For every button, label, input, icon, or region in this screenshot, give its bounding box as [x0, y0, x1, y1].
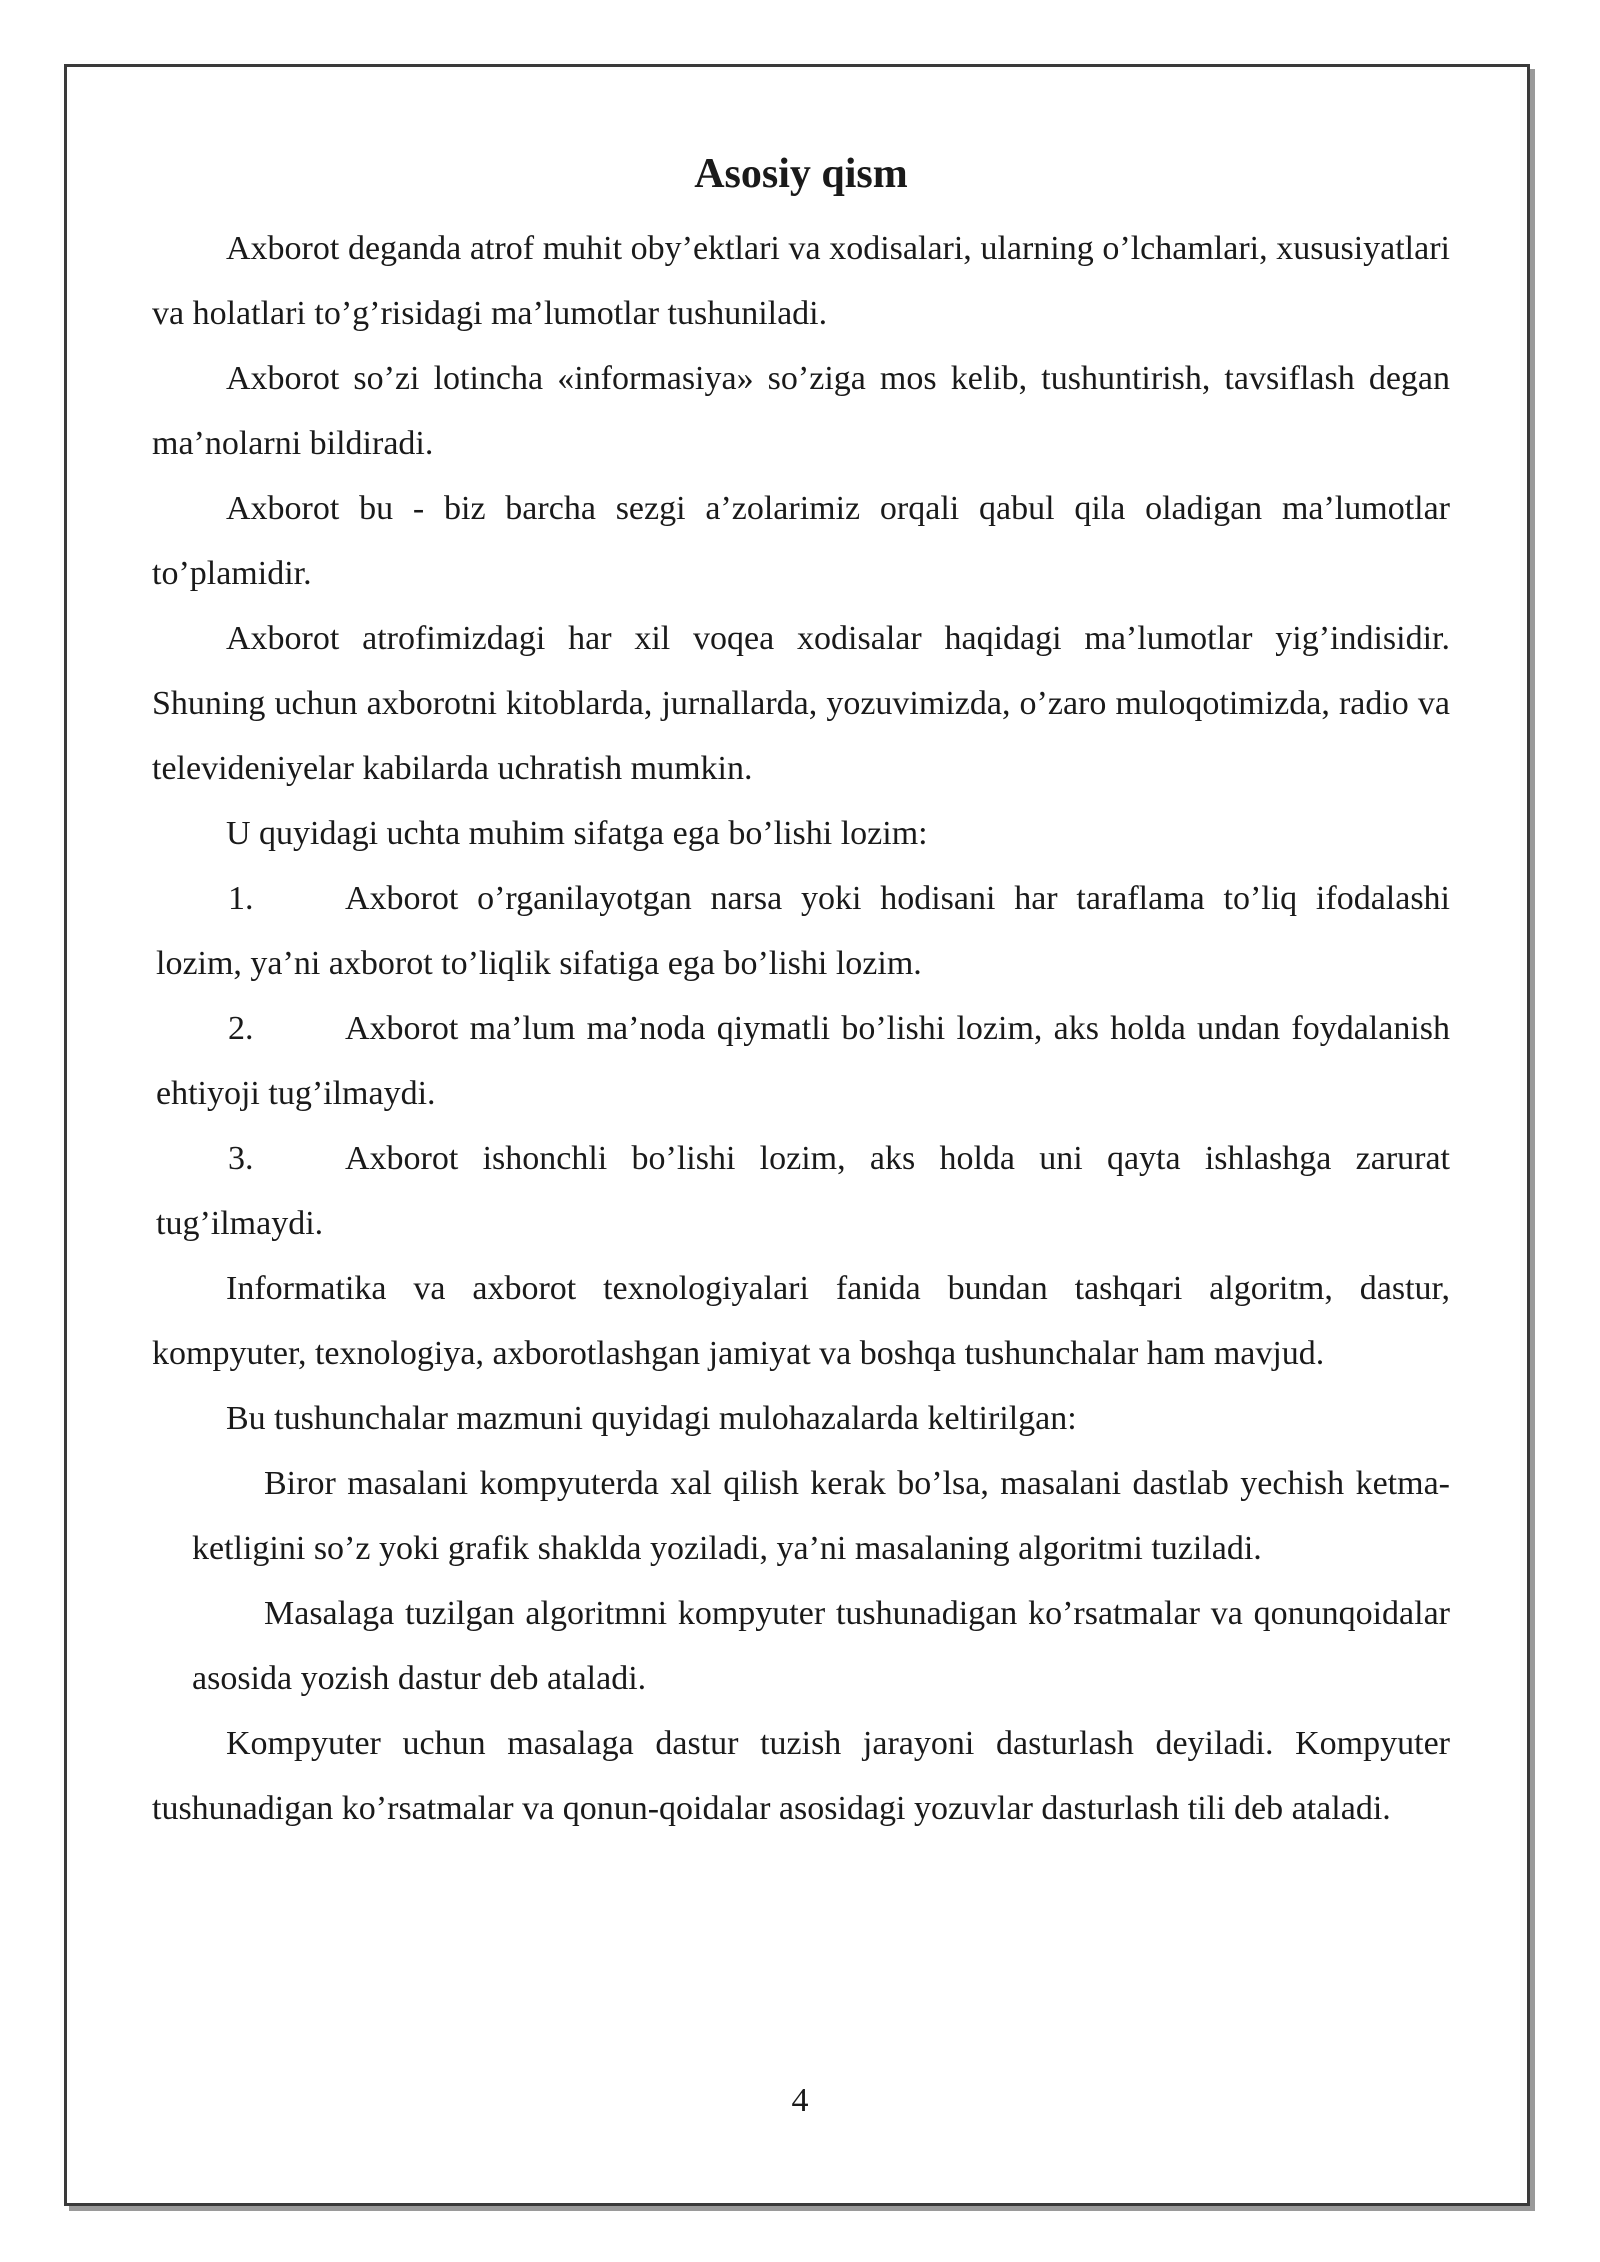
paragraph: U quyidagi uchta muhim sifatga ega bo’lishi lozim:: [226, 815, 928, 852]
list-text: Axborot o’rganilayotgan narsa yoki hodisani har taraflama to’liq ifodalashi lozim, ya’ni axborot to’liqlik sifatiga ega bo’lishi lozim.: [156, 880, 1450, 982]
paragraph: Informatika va axborot texnologiyalari fanida bundan tashqari algoritm, dastur, kompyuter, texnologiya, axborotlashgan jamiyat va boshqa tushunchalar ham mavjud.: [152, 1270, 1450, 1372]
document-body: [152, 144, 1450, 1841]
list-item: [152, 866, 1450, 996]
paragraph: Axborot bu - biz barcha sezgi a’zolarimiz orqali qabul qila oladigan ma’lumotlar to’plamidir.: [152, 490, 1450, 592]
section-title: Asosiy qism: [694, 151, 908, 197]
list-text: Axborot ma’lum ma’noda qiymatli bo’lishi lozim, aks holda undan foydalanish ehtiyoji tug’ilmaydi.: [156, 1010, 1450, 1112]
paragraph: Kompyuter uchun masalaga dastur tuzish jarayoni dasturlash deyiladi. Kompyuter tushunadigan ko’rsatmalar va qonun-qoidalar asosidagi yozuvlar dasturlash tili deb ataladi.: [152, 1725, 1450, 1827]
list-text: Axborot ishonchli bo’lishi lozim, aks holda uni qayta ishlashga zarurat tug’ilmaydi.: [156, 1140, 1450, 1242]
list-number: 3.: [228, 1140, 254, 1177]
list-number: 1.: [228, 880, 254, 917]
paragraph: Axborot deganda atrof muhit oby’ektlari va xodisalari, ularning o’lchamlari, xususiyatlari va holatlari to’g’risidagi ma’lumotlar tushuniladi.: [152, 230, 1450, 332]
indented-paragraph: Masalaga tuzilgan algoritmni kompyuter tushunadigan ko’rsatmalar va qonunqoidalar asosida yozish dastur deb ataladi.: [192, 1595, 1450, 1697]
indented-paragraph: Biror masalani kompyuterda xal qilish kerak bo’lsa, masalani dastlab yechish ketma-ketligini so’z yoki grafik shaklda yoziladi, ya’ni masalaning algoritmi tuziladi.: [192, 1465, 1450, 1567]
list-item: [152, 1126, 1450, 1256]
list-item: [152, 996, 1450, 1126]
paragraph: Bu tushunchalar mazmuni quyidagi mulohazalarda keltirilgan:: [226, 1400, 1077, 1437]
page-number: 4: [791, 2082, 809, 2119]
paragraph: Axborot atrofimizdagi har xil voqea xodisalar haqidagi ma’lumotlar yig’indisidir. Shuning uchun axborotni kitoblarda, jurnallarda, yozuvimizda, o’zaro muloqotimizda, radio va televideniyelar kabilarda uchratish mumkin.: [152, 620, 1450, 787]
paragraph: Axborot so’zi lotincha «informasiya» so’ziga mos kelib, tushuntirish, tavsiflash degan ma’nolarni bildiradi.: [152, 360, 1450, 462]
list-number: 2.: [228, 1010, 254, 1047]
